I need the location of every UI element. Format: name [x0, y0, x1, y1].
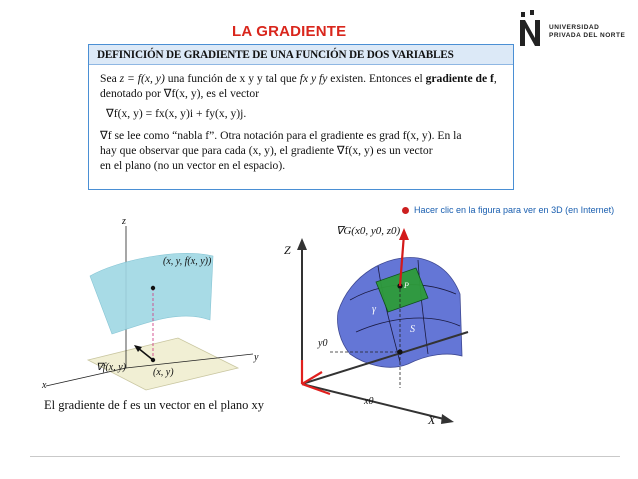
z-label: z [122, 216, 126, 227]
x-label: x [42, 380, 47, 391]
y0-label: y0 [318, 338, 328, 349]
z-label-right: Z [284, 243, 291, 257]
university-logo [518, 10, 636, 48]
logo-line-2: PRIVADA DEL NORTE [549, 32, 626, 39]
record-dot-icon [402, 207, 409, 214]
definition-paragraph-2-line-1: ∇f se lee como “nabla f”. Otra notación para el gradiente es grad f(x, y). En la [100, 129, 462, 142]
surface-point [151, 286, 155, 290]
definition-body [89, 65, 513, 173]
grad-label-right: ∇G(x0, y0, z0) [336, 225, 401, 237]
footer-divider [30, 456, 620, 457]
definition-box [88, 44, 514, 190]
gamma-label: γ [372, 304, 376, 315]
p-label: P [404, 281, 409, 290]
s-label: S [410, 324, 415, 335]
definition-paragraph-2-line-2: hay que observar que para cada (x, y), el gradiente ∇f(x, y) es un vector [100, 144, 433, 157]
x-label-right: X [428, 413, 436, 426]
figure-left[interactable] [28, 208, 276, 408]
base-point-right [397, 349, 402, 354]
x0-label: x0 [364, 396, 374, 407]
gradient-equation: ∇f(x, y) = fx(x, y)i + fy(x, y)j. [106, 107, 247, 120]
definition-paragraph-1: Sea z = f(x, y) una función de x y y tal que fx y fy existen. Entonces el gradiente de f, denotado por ∇f(x, y), es el vector [100, 72, 497, 100]
x-axis-right [302, 384, 448, 420]
grad-label: ∇f(x, y) [96, 362, 127, 373]
figure-right[interactable] [278, 214, 490, 426]
point-label: (x, y, f(x, y)) [163, 256, 212, 267]
logo-line-1: UNIVERSIDAD [549, 24, 600, 31]
definition-paragraph-2-line-3: en el plano (no un vector en el espacio). [100, 159, 286, 172]
3d-link[interactable]: Hacer clic en la figura para ver en 3D (en Internet) [402, 205, 614, 215]
logo-n-icon [518, 10, 544, 48]
page-title: LA GRADIENTE [232, 23, 347, 40]
base-point-label: (x, y) [153, 367, 174, 378]
y-label: y [254, 352, 259, 363]
figure-caption: El gradiente de f es un vector en el plano xy [44, 398, 265, 412]
definition-heading: DEFINICIÓN DE GRADIENTE DE UNA FUNCIÓN DE DOS VARIABLES [89, 45, 513, 65]
